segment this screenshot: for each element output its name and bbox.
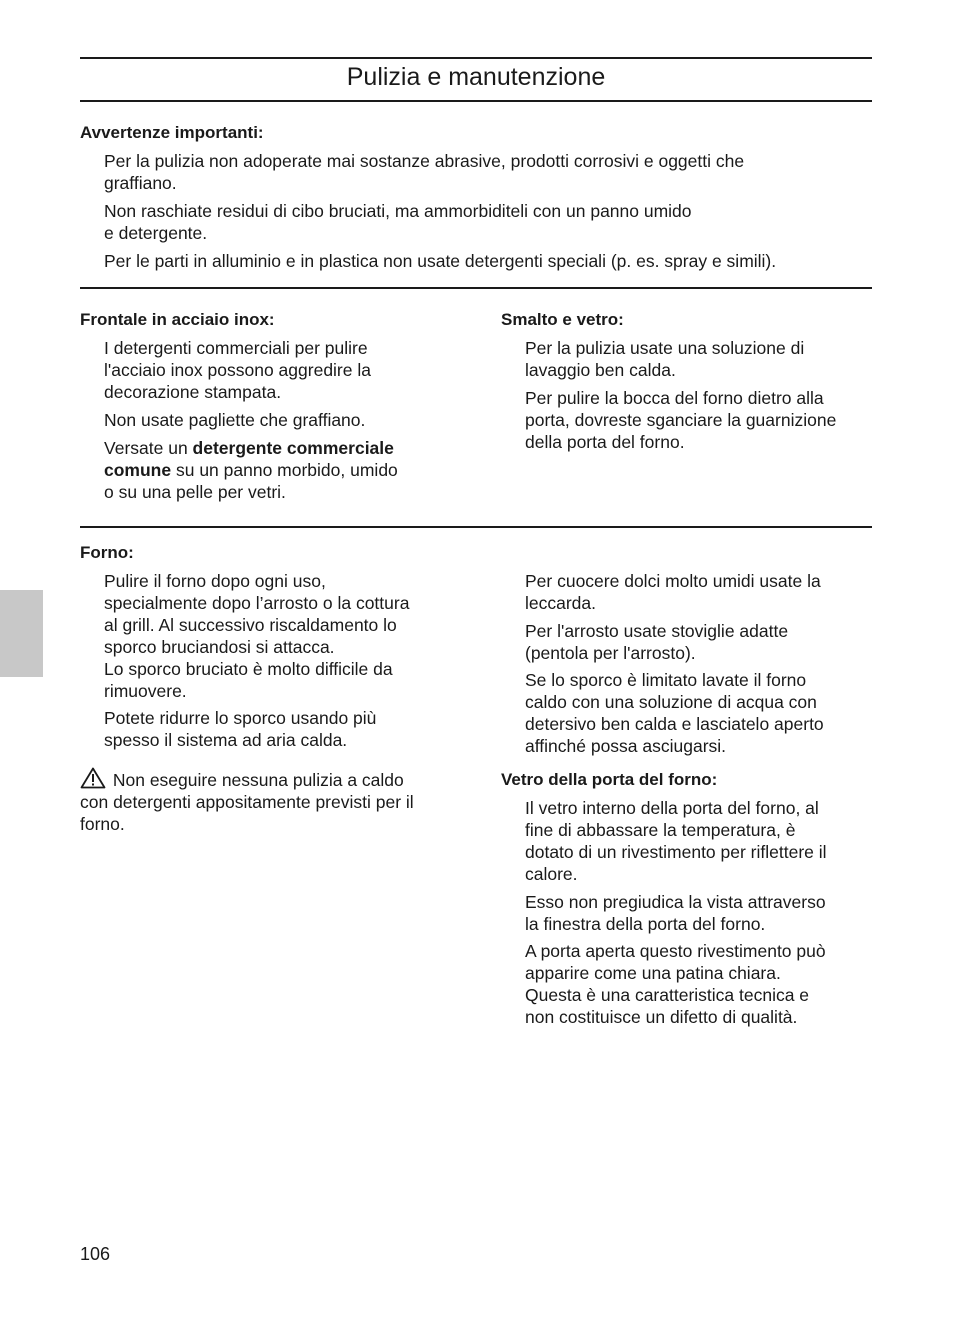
page-number: 106 xyxy=(80,1244,111,1264)
oven-warning: Non eseguire nessuna pulizia a caldo con detergenti appositamente previsti per il forno. xyxy=(80,767,414,835)
oven-right-paragraph-1: Per cuocere dolci molto umidi usate la leccarda. xyxy=(525,571,821,613)
stainless-heading: Frontale in acciaio inox: xyxy=(80,310,275,329)
oven-paragraph-1: Pulire il forno dopo ogni uso, specialmente dopo l’arrosto o la cottura al grill. Al successivo riscaldamento lo sporco bruciandosi si attacca. Lo sporco bruciato è molto difficile da rimuovere. xyxy=(104,571,410,701)
stainless-paragraph-2: Non usate pagliette che graffiano. xyxy=(104,410,366,430)
oven-right-paragraph-3: Se lo sporco è limitato lavate il forno caldo con una soluzione di acqua con detersivo ben calda e lasciatelo aperto affinché possa asciugarsi. xyxy=(525,670,824,756)
page-title: Pulizia e manutenzione xyxy=(346,63,606,91)
section-divider-2 xyxy=(80,526,872,528)
door-glass-paragraph-1: Il vetro interno della porta del forno, al fine di abbassare la temperatura, è dotato di un rivestimento per riflettere il calore. xyxy=(525,798,827,884)
stainless-paragraph-1: I detergenti commerciali per pulire l'acciaio inox possono aggredire la decorazione stampata. xyxy=(104,338,371,402)
oven-right-paragraph-2: Per l'arrosto usate stoviglie adatte (pentola per l'arrosto). xyxy=(525,621,789,663)
enamel-paragraph-2: Per pulire la bocca del forno dietro alla porta, dovreste sganciare la guarnizione della porta del forno. xyxy=(525,388,837,452)
enamel-heading: Smalto e vetro: xyxy=(501,310,624,329)
door-glass-paragraph-2: Esso non pregiudica la vista attraverso la finestra della porta del forno. xyxy=(525,892,826,934)
chapter-tab-marker xyxy=(0,590,43,677)
important-paragraph-2: Non raschiate residui di cibo bruciati, ma ammorbiditeli con un panno umido e detergente. xyxy=(104,201,692,243)
enamel-paragraph-1: Per la pulizia usate una soluzione di lavaggio ben calda. xyxy=(525,338,805,380)
important-paragraph-3: Per le parti in alluminio e in plastica non usate detergenti speciali (p. es. spray e simili). xyxy=(104,251,777,271)
oven-paragraph-2: Potete ridurre lo sporco usando più spesso il sistema ad aria calda. xyxy=(104,708,377,750)
oven-heading: Forno: xyxy=(80,543,134,562)
important-heading: Avvertenze importanti: xyxy=(80,123,264,142)
door-glass-heading: Vetro della porta del forno: xyxy=(501,770,718,789)
section-divider-1 xyxy=(80,287,872,289)
door-glass-paragraph-3: A porta aperta questo rivestimento può apparire come una patina chiara. Questa è una caratteristica tecnica e non costituisce un difetto di qualità. xyxy=(525,941,826,1027)
warning-triangle-icon xyxy=(80,767,106,789)
stainless-paragraph-3: Versate un detergente commerciale comune su un panno morbido, umido o su una pelle per vetri. xyxy=(104,438,398,502)
header-top-rule xyxy=(80,57,872,59)
header-bottom-rule xyxy=(80,100,872,102)
important-paragraph-1: Per la pulizia non adoperate mai sostanze abrasive, prodotti corrosivi e oggetti che graffiano. xyxy=(104,151,745,193)
